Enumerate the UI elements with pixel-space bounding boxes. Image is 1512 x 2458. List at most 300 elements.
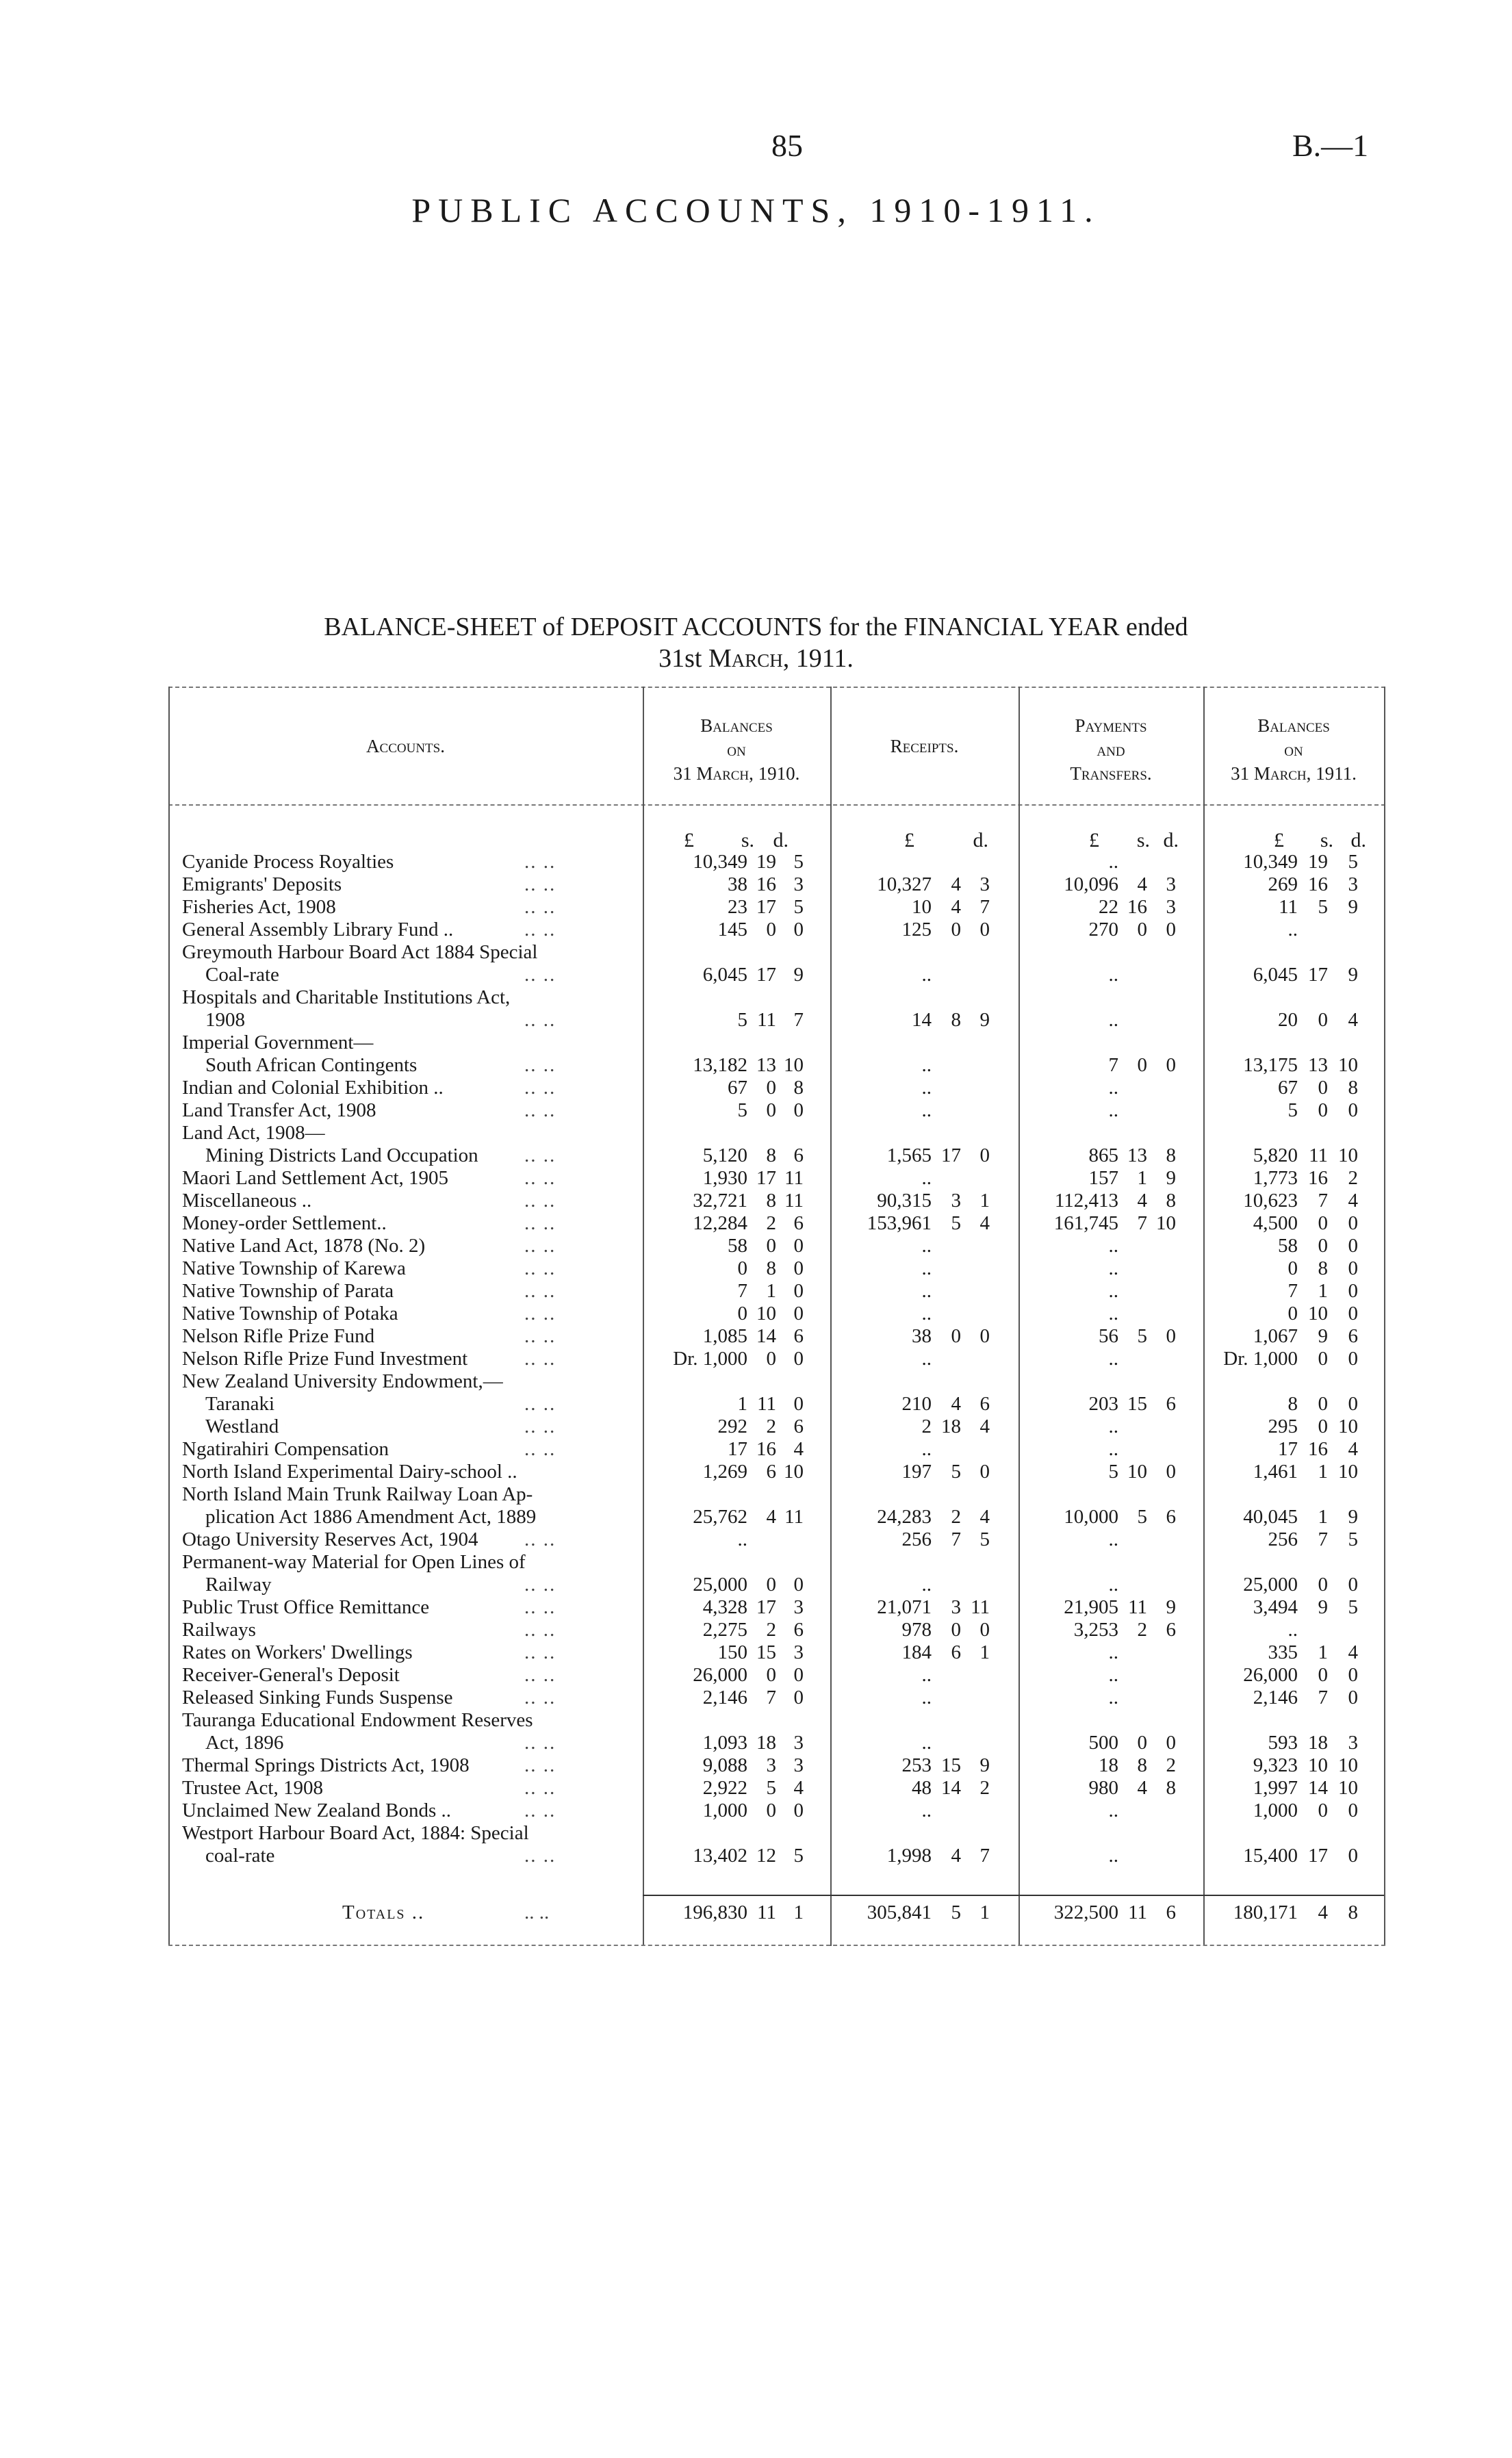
col-head-balances-1911 [1203, 714, 1384, 786]
rec-shillings: 8 [951, 1009, 961, 1031]
table-bottom-rule [168, 1945, 1385, 1946]
pay-pence: 0 [1166, 1054, 1176, 1076]
b11-pence: 6 [1348, 1325, 1358, 1347]
pay-pounds: 270 [1088, 919, 1118, 940]
rec-pounds: .. [921, 1167, 932, 1189]
rec-pence: 2 [979, 1777, 990, 1799]
pay-pence: 6 [1166, 1393, 1176, 1415]
b11-pence: 0 [1348, 1574, 1358, 1596]
table-row [168, 1370, 1385, 1393]
table-row [168, 1393, 1385, 1416]
b10-shillings: 19 [756, 851, 776, 873]
b10-shillings: 0 [766, 1099, 776, 1121]
account-name: Public Trust Office Remittance [182, 1596, 430, 1618]
table-row [168, 1190, 1385, 1212]
b10-pence: 0 [793, 1280, 804, 1302]
b10-pence: 0 [793, 1664, 804, 1686]
b11-shillings: 14 [1308, 1777, 1328, 1799]
leader-dots: .. .. [524, 1800, 556, 1821]
table-row [168, 1144, 1385, 1167]
b10-pounds: .. [737, 1528, 747, 1550]
rec-pence: 0 [979, 1461, 990, 1483]
b10-pence: 6 [793, 1144, 804, 1166]
b10-pence: 11 [784, 1190, 804, 1212]
account-name: Railway [205, 1574, 272, 1596]
b11-pounds: 295 [1268, 1416, 1298, 1437]
rec-pounds: 153,961 [867, 1212, 932, 1234]
col-head-text: 31 March, 1910. [673, 763, 800, 784]
rec-shillings: 4 [951, 896, 961, 918]
table-row [168, 1122, 1385, 1144]
pay-shillings: 1 [1137, 1167, 1147, 1189]
b11-shillings: 19 [1308, 851, 1328, 873]
table-row [168, 1077, 1385, 1099]
b11-pence: 5 [1348, 1596, 1358, 1618]
b11-pence: 3 [1348, 873, 1358, 895]
b10-pounds: 12,284 [693, 1212, 747, 1234]
rec-pounds: 2 [921, 1416, 932, 1437]
b11-pence: 0 [1348, 1212, 1358, 1234]
col-head-text: Balances [700, 715, 773, 736]
b11-pounds: 26,000 [1243, 1664, 1298, 1686]
rec-shillings: 15 [941, 1754, 961, 1776]
rec-pounds: .. [921, 1664, 932, 1686]
b10-pence: 10 [784, 1461, 804, 1483]
account-name: Miscellaneous .. [182, 1190, 312, 1212]
b10-pence: 8 [793, 1077, 804, 1099]
b11-pounds: 6,045 [1253, 964, 1298, 986]
unit-pound: £ [1274, 829, 1284, 852]
pay-pounds: 5 [1108, 1461, 1118, 1483]
b11-pounds: 4,500 [1253, 1212, 1298, 1234]
b11-shillings: 7 [1318, 1190, 1328, 1212]
account-name: Westland [205, 1416, 279, 1437]
b10-pence: 7 [793, 1009, 804, 1031]
pay-pounds: .. [1108, 1687, 1118, 1708]
rec-pounds: .. [921, 1687, 932, 1708]
b10-pence: 0 [793, 1099, 804, 1121]
account-name: Native Township of Potaka [182, 1303, 398, 1324]
b10-pounds: 1,093 [702, 1732, 747, 1754]
b11-shillings: 1 [1318, 1461, 1328, 1483]
table-row [168, 896, 1385, 919]
pay-pounds: 7 [1108, 1054, 1118, 1076]
rec-pounds: .. [921, 964, 932, 986]
b11-pence: 9 [1348, 896, 1358, 918]
b10-shillings: 8 [766, 1144, 776, 1166]
b10-pounds: 4,328 [702, 1596, 747, 1618]
leader-dots: .. .. [524, 1845, 556, 1867]
leader-dots: .. .. [524, 1574, 556, 1596]
table-row [168, 986, 1385, 1009]
b11-pounds: .. [1287, 919, 1298, 940]
pay-pounds: 161,745 [1053, 1212, 1118, 1234]
leader-dots: .. .. [524, 1257, 556, 1279]
rec-pounds: 1,998 [886, 1845, 932, 1867]
rec-pence: 9 [979, 1754, 990, 1776]
table-row [168, 964, 1385, 986]
b10-pence: 0 [793, 1687, 804, 1708]
pay-shillings: 5 [1137, 1506, 1147, 1528]
balance-sheet-title-line1: BALANCE-SHEET of DEPOSIT ACCOUNTS for the FINANCIAL YEAR ended [324, 613, 1188, 641]
b10-shillings: 3 [766, 1754, 776, 1776]
b11-shillings: 17 [1308, 964, 1328, 986]
b10-shillings: 2 [766, 1416, 776, 1437]
leader-dots: .. .. [524, 1190, 556, 1212]
b11-pounds: Dr. 1,000 [1223, 1348, 1298, 1370]
b11-shillings: 10 [1308, 1303, 1328, 1324]
b10-pence: 0 [793, 1574, 804, 1596]
table-row [168, 1664, 1385, 1687]
b10-pounds: 145 [717, 919, 747, 940]
pay-pounds: 10,096 [1064, 873, 1118, 895]
b11-pence: 10 [1338, 1054, 1358, 1076]
totals-b10-pence: 1 [793, 1902, 804, 1923]
table-row [168, 1777, 1385, 1800]
b11-pounds: 1,461 [1253, 1461, 1298, 1483]
account-name: Native Township of Parata [182, 1280, 394, 1302]
pay-pounds: 18 [1099, 1754, 1118, 1776]
b10-shillings: 0 [766, 1077, 776, 1099]
b11-pounds: 0 [1287, 1303, 1298, 1324]
totals-b11-pounds: 180,171 [1233, 1902, 1298, 1923]
table-row [168, 1325, 1385, 1348]
rec-shillings: 0 [951, 1325, 961, 1347]
rec-pounds: 14 [912, 1009, 932, 1031]
account-name: General Assembly Library Fund .. [182, 919, 454, 940]
pay-shillings: 0 [1137, 1054, 1147, 1076]
title-date-month: March [708, 644, 783, 673]
table-row [168, 851, 1385, 873]
rec-shillings: 7 [951, 1528, 961, 1550]
leader-dots: .. .. [524, 1416, 556, 1437]
table-row [168, 1754, 1385, 1777]
table-row [168, 1551, 1385, 1574]
leader-dots: .. .. [524, 1777, 556, 1799]
leader-dots: .. .. [524, 1235, 556, 1257]
rec-pounds: .. [921, 1077, 932, 1099]
pay-pounds: .. [1108, 851, 1118, 873]
rec-pounds: .. [921, 1235, 932, 1257]
pay-pounds: .. [1108, 1257, 1118, 1279]
b11-pounds: 256 [1268, 1528, 1298, 1550]
b11-shillings: 0 [1318, 1800, 1328, 1821]
b10-pence: 6 [793, 1325, 804, 1347]
rec-pounds: 1,565 [886, 1144, 932, 1166]
b11-shillings: 0 [1318, 1235, 1328, 1257]
pay-pounds: .. [1108, 964, 1118, 986]
b10-shillings: 17 [756, 1167, 776, 1189]
rec-pounds: 184 [901, 1641, 932, 1663]
b11-pence: 3 [1348, 1732, 1358, 1754]
account-name: Cyanide Process Royalties [182, 851, 394, 873]
b11-pence: 9 [1348, 1506, 1358, 1528]
b11-shillings: 8 [1318, 1257, 1328, 1279]
account-name: Coal-rate [205, 964, 279, 986]
b10-shillings: 0 [766, 1235, 776, 1257]
account-name: Greymouth Harbour Board Act 1884 Special [182, 941, 538, 963]
balance-sheet-title-line2 [0, 643, 1512, 674]
account-name: 1908 [205, 1009, 245, 1031]
b10-pounds: 5,120 [702, 1144, 747, 1166]
pay-pence: 6 [1166, 1506, 1176, 1528]
b10-pounds: 1 [737, 1393, 747, 1415]
account-name: Mining Districts Land Occupation [205, 1144, 478, 1166]
unit-pound: £ [904, 829, 914, 852]
b10-pence: 5 [793, 896, 804, 918]
b10-pence: 3 [793, 873, 804, 895]
b10-pounds: 5 [737, 1009, 747, 1031]
pay-pounds: .. [1108, 1664, 1118, 1686]
col-head-balances-1910 [643, 714, 830, 786]
col-head-text: Balances [1257, 715, 1330, 736]
col-head-text: and [1097, 739, 1125, 760]
account-name: Ngatirahiri Compensation [182, 1438, 389, 1460]
rec-shillings: 4 [951, 1845, 961, 1867]
pay-pounds: 980 [1088, 1777, 1118, 1799]
leader-dots: .. .. [524, 1393, 556, 1415]
b10-shillings: 1 [766, 1280, 776, 1302]
pay-pence: 8 [1166, 1777, 1176, 1799]
totals-leader-dots: .. .. [524, 1902, 550, 1923]
b11-pence: 0 [1348, 1235, 1358, 1257]
rec-shillings: 17 [941, 1144, 961, 1166]
pay-pence: 0 [1166, 919, 1176, 940]
table-row [168, 1212, 1385, 1235]
b10-pounds: 23 [728, 896, 747, 918]
b10-pence: 5 [793, 851, 804, 873]
b10-pence: 9 [793, 964, 804, 986]
leader-dots: .. .. [524, 1212, 556, 1234]
pay-pounds: 10,000 [1064, 1506, 1118, 1528]
col-head-accounts: Accounts. [366, 736, 445, 756]
b11-pounds: 2,146 [1253, 1687, 1298, 1708]
rec-pence: 1 [979, 1641, 990, 1663]
b11-shillings: 0 [1318, 1348, 1328, 1370]
table-row [168, 1574, 1385, 1596]
rec-pounds: .. [921, 1574, 932, 1596]
table-row [168, 1099, 1385, 1122]
account-name: North Island Experimental Dairy-school .. [182, 1461, 517, 1483]
b11-pounds: 13,175 [1243, 1054, 1298, 1076]
leader-dots: .. .. [524, 1099, 556, 1121]
b10-pence: 4 [793, 1438, 804, 1460]
table-row [168, 1619, 1385, 1641]
b11-shillings: 9 [1318, 1325, 1328, 1347]
pay-pounds: 500 [1088, 1732, 1118, 1754]
b11-pence: 0 [1348, 1393, 1358, 1415]
b10-shillings: 14 [756, 1325, 776, 1347]
leader-dots: .. .. [524, 1144, 556, 1166]
b11-pounds: 1,067 [1253, 1325, 1298, 1347]
deposit-accounts-table [168, 687, 1385, 1946]
b10-shillings: 12 [756, 1845, 776, 1867]
table-row [168, 919, 1385, 941]
b11-pounds: 1,997 [1253, 1777, 1298, 1799]
pay-pounds: .. [1108, 1077, 1118, 1099]
account-name: Thermal Springs Districts Act, 1908 [182, 1754, 470, 1776]
rec-pounds: 125 [901, 919, 932, 940]
pay-pounds: .. [1108, 1303, 1118, 1324]
leader-dots: .. .. [524, 1348, 556, 1370]
leader-dots: .. .. [524, 1280, 556, 1302]
b10-shillings: 16 [756, 873, 776, 895]
rec-shillings: 14 [941, 1777, 961, 1799]
col-head-text: Payments [1075, 715, 1147, 736]
account-name: coal-rate [205, 1845, 275, 1867]
rec-shillings: 0 [951, 919, 961, 940]
pay-pounds: 3,253 [1073, 1619, 1118, 1641]
totals-rec-pence: 1 [979, 1902, 990, 1923]
b11-pounds: 7 [1287, 1280, 1298, 1302]
b11-pounds: 10,623 [1243, 1190, 1298, 1212]
leader-dots: .. .. [524, 1732, 556, 1754]
pay-shillings: 5 [1137, 1325, 1147, 1347]
account-name: Released Sinking Funds Suspense [182, 1687, 453, 1708]
account-name: Trustee Act, 1908 [182, 1777, 323, 1799]
b10-pence: 3 [793, 1754, 804, 1776]
b11-pounds: 335 [1268, 1641, 1298, 1663]
b11-pounds: 3,494 [1253, 1596, 1298, 1618]
b11-pence: 10 [1338, 1144, 1358, 1166]
pay-shillings: 13 [1127, 1144, 1147, 1166]
pay-pence: 3 [1166, 896, 1176, 918]
rec-pounds: .. [921, 1099, 932, 1121]
b11-pence: 9 [1348, 964, 1358, 986]
col-head-text: 31 March, 1911. [1231, 763, 1357, 784]
rec-shillings: 5 [951, 1461, 961, 1483]
rec-pence: 3 [979, 873, 990, 895]
rec-pounds: 10 [912, 896, 932, 918]
b11-shillings: 17 [1308, 1845, 1328, 1867]
b11-pence: 10 [1338, 1416, 1358, 1437]
b11-shillings: 7 [1318, 1528, 1328, 1550]
pay-pounds: .. [1108, 1800, 1118, 1821]
pay-shillings: 7 [1137, 1212, 1147, 1234]
rec-pounds: 48 [912, 1777, 932, 1799]
b10-pence: 3 [793, 1641, 804, 1663]
leader-dots: .. .. [524, 1009, 556, 1031]
title-date-day: 31st [658, 644, 702, 673]
b10-pence: 3 [793, 1732, 804, 1754]
b10-pounds: 17 [728, 1438, 747, 1460]
b10-pence: 4 [793, 1777, 804, 1799]
b11-pence: 0 [1348, 1257, 1358, 1279]
b10-pounds: 13,402 [693, 1845, 747, 1867]
rec-pence: 0 [979, 1144, 990, 1166]
unit-pound: £ [1089, 829, 1099, 852]
b10-pence: 0 [793, 1800, 804, 1821]
b11-shillings: 16 [1308, 873, 1328, 895]
rec-pounds: 253 [901, 1754, 932, 1776]
table-row [168, 1528, 1385, 1551]
account-name: Rates on Workers' Dwellings [182, 1641, 413, 1663]
b10-shillings: 11 [757, 1393, 776, 1415]
page-number: 85 [771, 128, 803, 163]
b10-pounds: 1,085 [702, 1325, 747, 1347]
b11-shillings: 0 [1318, 1664, 1328, 1686]
rec-pence: 9 [979, 1009, 990, 1031]
b10-pounds: 2,146 [702, 1687, 747, 1708]
pay-pounds: .. [1108, 1099, 1118, 1121]
account-name: Hospitals and Charitable Institutions Act, [182, 986, 511, 1008]
pay-pounds: .. [1108, 1009, 1118, 1031]
b11-pounds: 9,323 [1253, 1754, 1298, 1776]
title-date-year: , 1911. [782, 644, 854, 673]
b10-shillings: 7 [766, 1687, 776, 1708]
rec-pounds: .. [921, 1280, 932, 1302]
b11-pounds: 25,000 [1243, 1574, 1298, 1596]
leader-dots: .. .. [524, 873, 556, 895]
b10-pounds: 292 [717, 1416, 747, 1437]
b11-pence: 2 [1348, 1167, 1358, 1189]
pay-pounds: 157 [1088, 1167, 1118, 1189]
pay-pence: 6 [1166, 1619, 1176, 1641]
pay-pence: 9 [1166, 1596, 1176, 1618]
pay-shillings: 4 [1137, 873, 1147, 895]
b11-shillings: 1 [1318, 1506, 1328, 1528]
account-name: Emigrants' Deposits [182, 873, 342, 895]
b10-pence: 6 [793, 1212, 804, 1234]
b10-shillings: 0 [766, 1348, 776, 1370]
b11-shillings: 7 [1318, 1687, 1328, 1708]
pay-pence: 8 [1166, 1144, 1176, 1166]
rec-shillings: 4 [951, 873, 961, 895]
b11-pence: 4 [1348, 1641, 1358, 1663]
pay-shillings: 4 [1137, 1190, 1147, 1212]
b10-shillings: 18 [756, 1732, 776, 1754]
totals-b10-pounds: 196,830 [682, 1902, 747, 1923]
rec-pounds: 10,327 [877, 873, 932, 895]
rec-pounds: .. [921, 1257, 932, 1279]
pay-pounds: .. [1108, 1574, 1118, 1596]
leader-dots: .. .. [524, 964, 556, 986]
b10-shillings: 0 [766, 1574, 776, 1596]
table-row [168, 1687, 1385, 1709]
pay-pounds: .. [1108, 1280, 1118, 1302]
rec-shillings: 3 [951, 1596, 961, 1618]
b10-pounds: 25,762 [693, 1506, 747, 1528]
b11-pence: 0 [1348, 1099, 1358, 1121]
totals-b10-shillings: 11 [757, 1902, 776, 1923]
b10-pounds: 7 [737, 1280, 747, 1302]
table-row [168, 1348, 1385, 1370]
pay-pounds: 22 [1099, 896, 1118, 918]
rec-pence: 0 [979, 919, 990, 940]
b11-pence: 0 [1348, 1303, 1358, 1324]
account-name: Indian and Colonial Exhibition .. [182, 1077, 444, 1099]
pay-pounds: 865 [1088, 1144, 1118, 1166]
b10-pounds: 1,000 [702, 1800, 747, 1821]
b11-pence: 5 [1348, 1528, 1358, 1550]
col-head-payments [1018, 714, 1203, 786]
b10-pence: 0 [793, 1235, 804, 1257]
table-row [168, 1438, 1385, 1461]
b11-pounds: 15,400 [1243, 1845, 1298, 1867]
rec-pence: 11 [971, 1596, 990, 1618]
b10-shillings: 2 [766, 1619, 776, 1641]
table-row [168, 1845, 1385, 1867]
b11-shillings: 18 [1308, 1732, 1328, 1754]
b10-pounds: 10,349 [693, 851, 747, 873]
b10-pounds: 13,182 [693, 1054, 747, 1076]
table-row [168, 1032, 1385, 1054]
b10-shillings: 2 [766, 1212, 776, 1234]
b10-shillings: 13 [756, 1054, 776, 1076]
b11-pounds: 1,773 [1253, 1167, 1298, 1189]
table-row [168, 1167, 1385, 1190]
totals-pay-shillings: 11 [1128, 1902, 1147, 1923]
